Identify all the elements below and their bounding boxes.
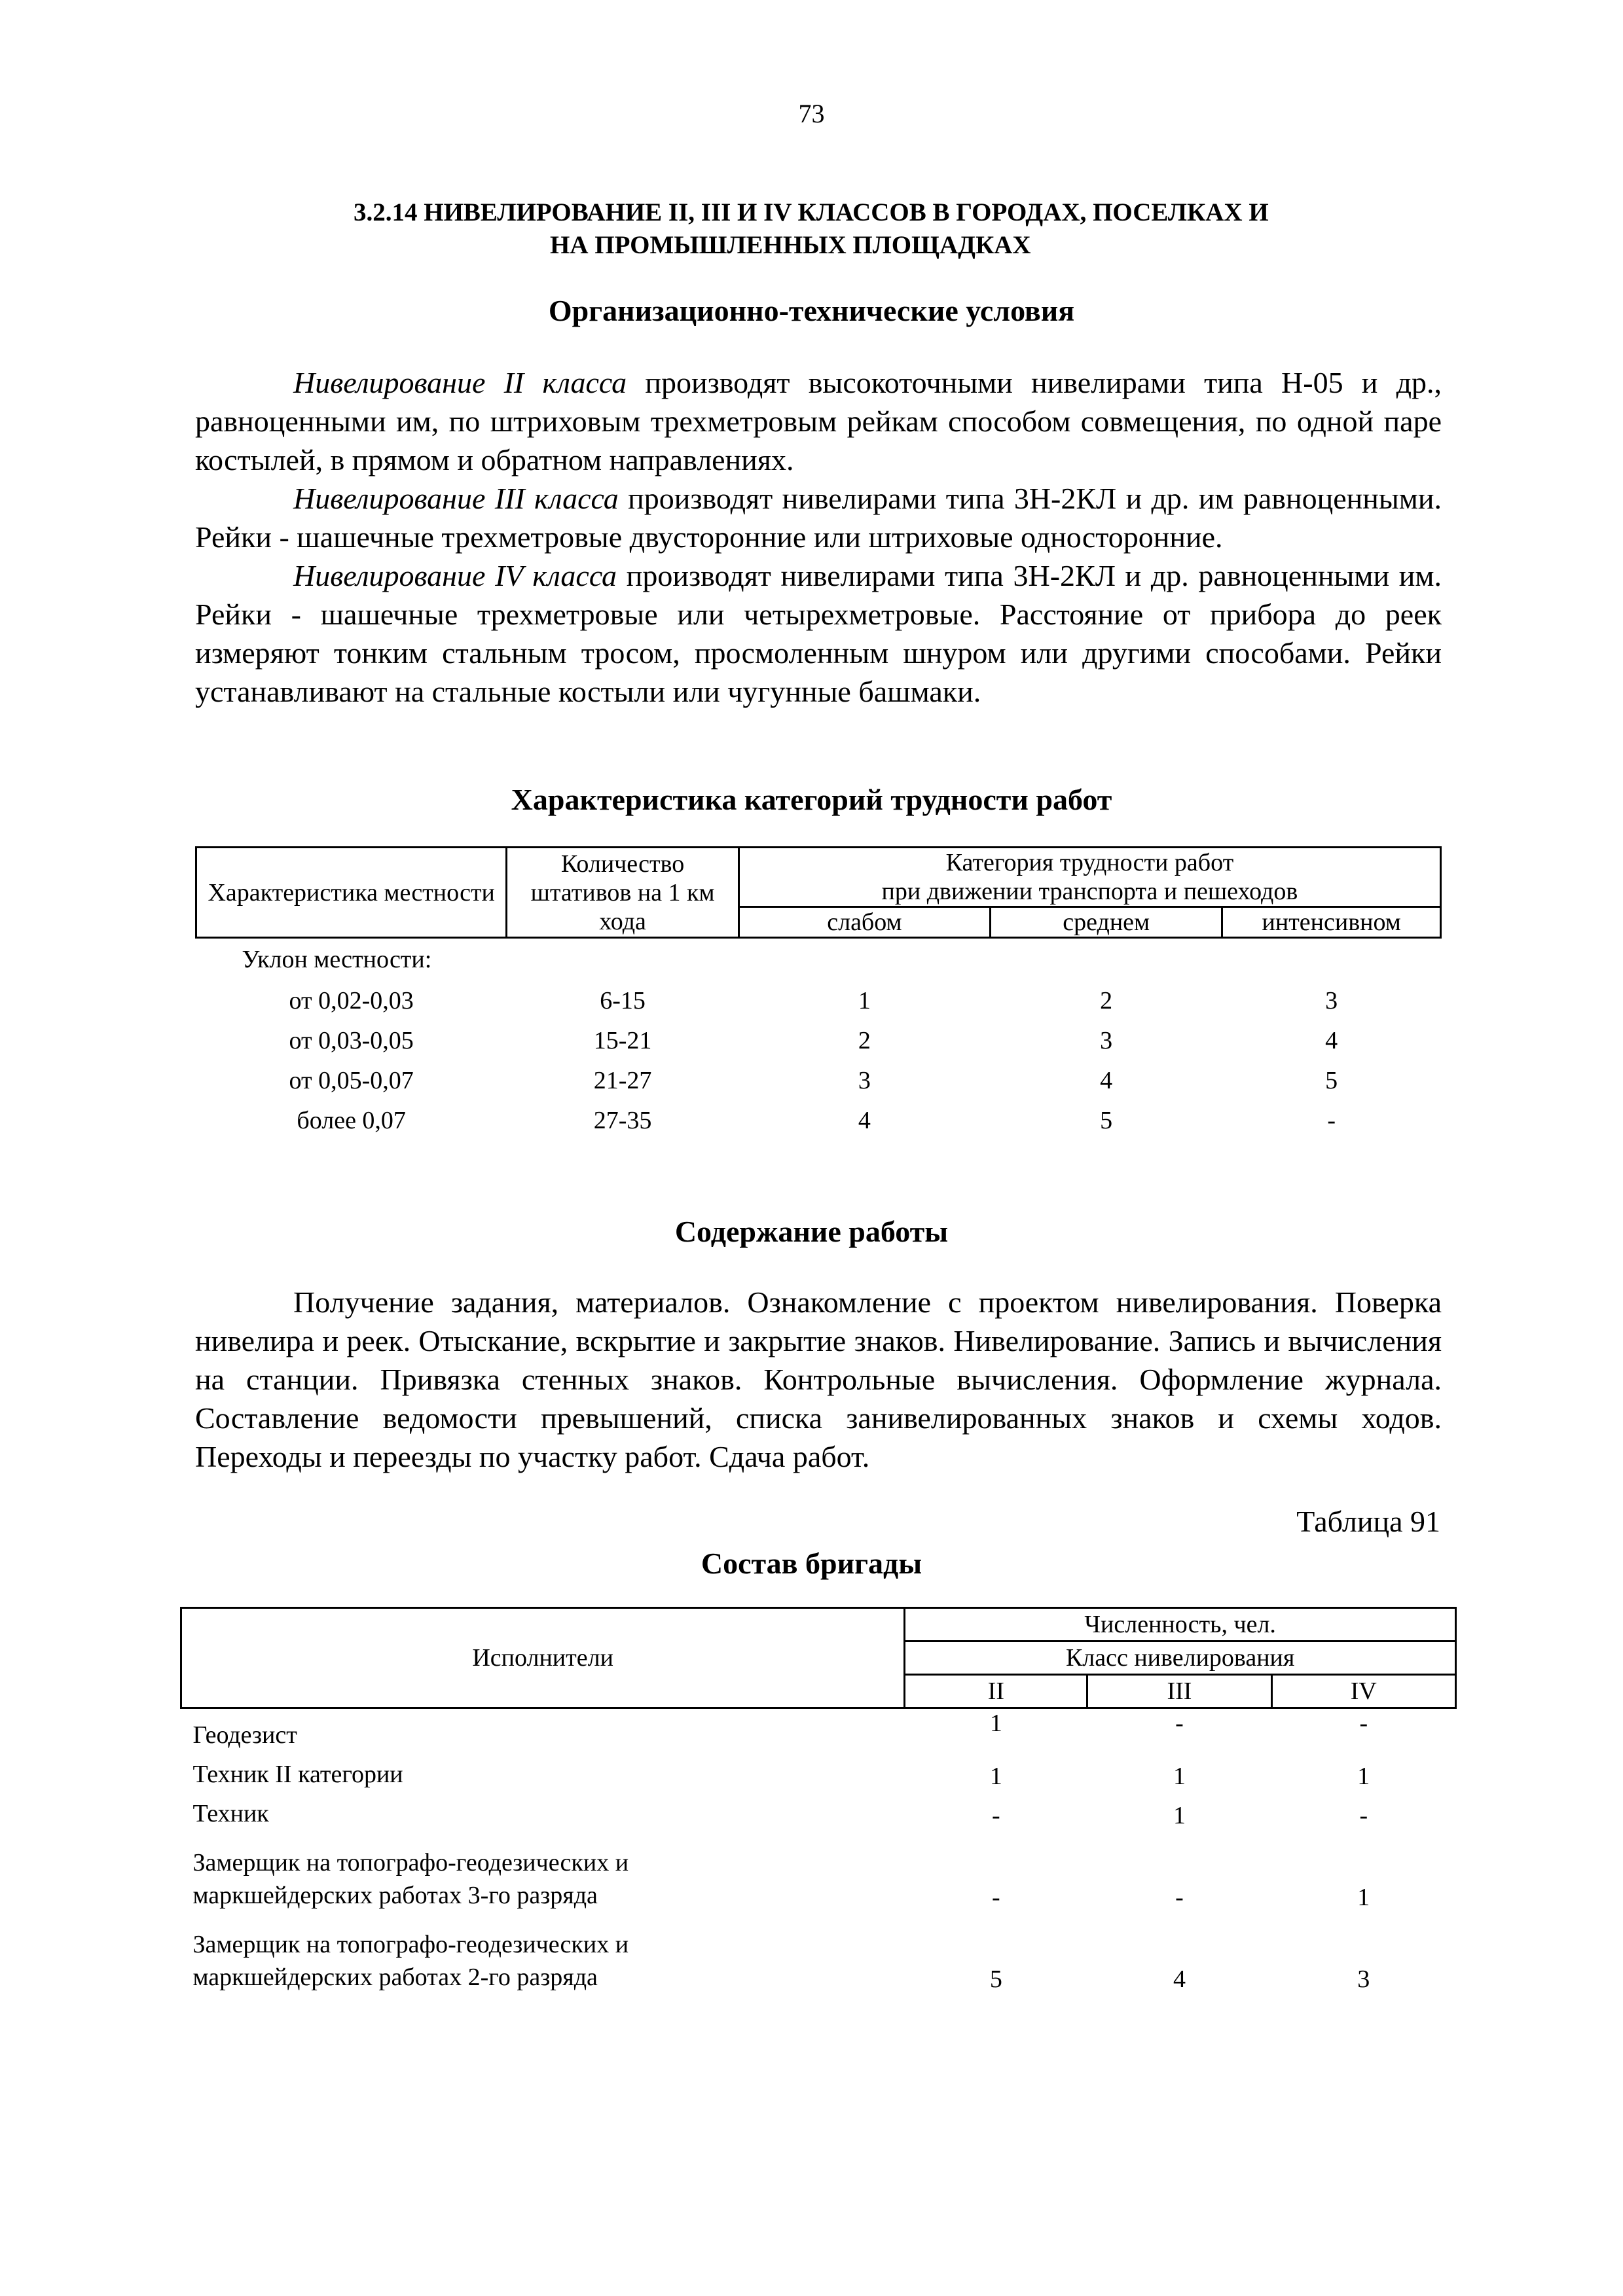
group-label: Уклон местности: xyxy=(242,946,432,973)
table-row: более 0,07 27-35 4 5 - xyxy=(297,1106,1336,1134)
table-row: от 0,02-0,03 6-15 1 2 3 xyxy=(289,986,1338,1014)
paragraph-class-iv: Нивелирование IV класса производят нивелирами типа 3Н-2КЛ и др. равноценными им. Рейки - шашечные трехметровые или четырехметровые. Расстояние от прибора до реек измеряют тонким стальным тросом, просмоленным шнуром или другими способами. Рейки устанавливают на стальные костыли или чугунные башмаки. xyxy=(195,559,1442,708)
col-intense: интенсивном xyxy=(1222,907,1441,938)
page-number: 73 xyxy=(798,99,825,128)
col-count: Численность, чел. xyxy=(905,1608,1456,1641)
paragraph-class-iii: Нивелирование III класса производят нивелирами типа 3Н-2КЛ и др. им равноценными. Рейки - шашечные трехметровые двусторонние или штриховые односторонние. xyxy=(195,482,1442,554)
work-content-heading: Содержание работы xyxy=(674,1215,949,1248)
table-row: от 0,05-0,07 21-27 3 4 5 xyxy=(289,1066,1338,1094)
col-performers: Исполнители xyxy=(181,1608,905,1708)
col-class: Класс нивелирования xyxy=(905,1641,1456,1675)
table-row: Техник II категории 1 1 1 xyxy=(192,1760,1370,1790)
table-row: Геодезист 1 - - xyxy=(192,1710,1368,1749)
paragraph-class-ii: Нивелирование II класса производят высокоточными нивелирами типа Н-05 и др., равноценными им, по штриховым трехметровым рейкам способом совмещения, по одной паре костылей, в прямом и обратном направлениях. xyxy=(195,366,1442,476)
col-category: Категория трудности работ при движении транспорта и пешеходов xyxy=(739,848,1440,907)
difficulty-table xyxy=(195,846,1442,1140)
table-row: Техник - 1 - xyxy=(192,1799,1368,1829)
section-title-line1: 3.2.14 НИВЕЛИРОВАНИЕ II, III И IV КЛАССОВ В ГОРОДАХ, ПОСЕЛКАХ И xyxy=(354,198,1269,226)
col-weak: слабом xyxy=(739,907,990,938)
col-class-ii: II xyxy=(905,1675,1087,1708)
work-content-text: Получение задания, материалов. Ознакомление с проектом нивелирования. Поверка нивелира и реек. Отыскание, вскрытие и закрытие знаков. Нивелирование. Запись и вычисления на станции. Привязка стенных знаков. Контрольные вычисления. Оформление журнала. Составление ведомости превышений, списка занивелированных знаков и схемы ходов. Переходы и переезды по участку работ. Сдача работ. xyxy=(195,1285,1442,1473)
table-row: Замерщик на топографо-геодезических и маркшейдерских работах 3-го разряда - - 1 xyxy=(192,1848,1370,1911)
section-title xyxy=(354,196,1401,262)
table-label: Таблица 91 xyxy=(1296,1505,1440,1538)
table-row: Замерщик на топографо-геодезических и маркшейдерских работах 2-го разряда 5 4 3 xyxy=(192,1930,1370,1993)
col-tripods: Количество штативов на 1 км хода xyxy=(507,848,739,938)
section-title-line2: НА ПРОМЫШЛЕННЫХ ПЛОЩАДКАХ xyxy=(550,231,1031,259)
org-conditions-text xyxy=(195,363,1442,711)
difficulty-table-heading: Характеристика категорий трудности работ xyxy=(511,783,1112,816)
col-class-iv: IV xyxy=(1271,1675,1455,1708)
col-class-iii: III xyxy=(1087,1675,1271,1708)
col-medium: среднем xyxy=(991,907,1222,938)
crew-table-heading: Состав бригады xyxy=(701,1547,922,1580)
table-row: от 0,03-0,05 15-21 2 3 4 xyxy=(289,1026,1338,1054)
org-conditions-heading: Организационно-технические условия xyxy=(548,294,1075,327)
crew-table xyxy=(180,1607,1457,1994)
col-terrain: Характеристика местности xyxy=(196,848,507,938)
